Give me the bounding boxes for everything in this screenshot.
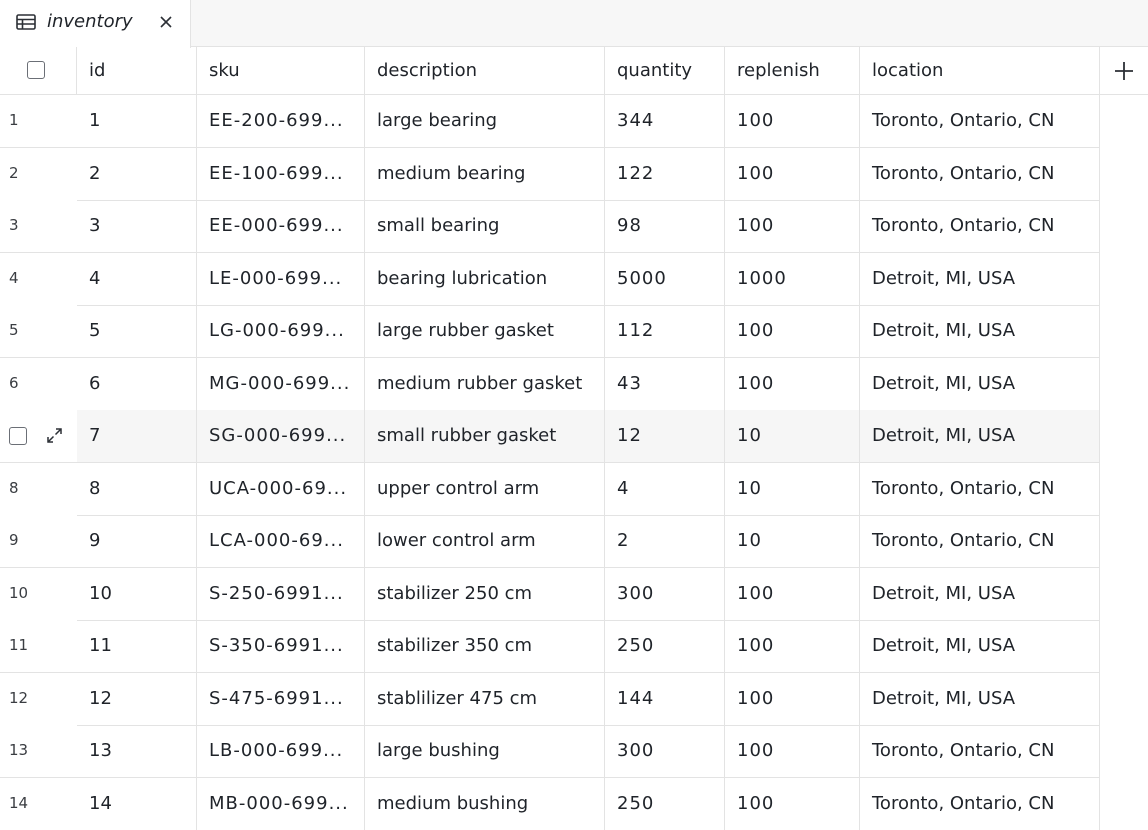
cell-replenish[interactable]: 100 <box>725 200 860 252</box>
cell-sku[interactable]: LG-000-699... <box>197 305 365 357</box>
cell-description[interactable]: large bushing <box>365 725 605 777</box>
cell-id[interactable]: 3 <box>77 200 197 252</box>
row-number-label: 11 <box>9 636 29 654</box>
cell-location[interactable]: Detroit, MI, USA <box>860 568 1100 620</box>
cell-id[interactable]: 10 <box>77 568 197 620</box>
row-number-label: 1 <box>9 111 19 129</box>
row-number-label: 2 <box>9 163 19 182</box>
row-number-label: 3 <box>9 216 19 234</box>
cell-description[interactable]: medium rubber gasket <box>365 358 605 410</box>
cell-replenish[interactable]: 100 <box>725 358 860 410</box>
cell-replenish[interactable]: 100 <box>725 620 860 672</box>
tab-inventory[interactable] <box>0 0 191 48</box>
cell-quantity[interactable]: 5000 <box>605 253 725 305</box>
cell-sku[interactable]: EE-200-699... <box>197 95 365 147</box>
cell-id[interactable]: 13 <box>77 725 197 777</box>
cell-sku[interactable]: LCA-000-69... <box>197 515 365 567</box>
cell-description[interactable]: lower control arm <box>365 515 605 567</box>
cell-location[interactable]: Toronto, Ontario, CN <box>860 95 1100 147</box>
cell-location[interactable]: Toronto, Ontario, CN <box>860 463 1100 515</box>
expand-row-icon[interactable] <box>46 427 63 444</box>
cell-quantity[interactable]: 300 <box>605 725 725 777</box>
cell-quantity[interactable]: 300 <box>605 568 725 620</box>
row-number-label: 13 <box>9 741 29 759</box>
row-number[interactable] <box>0 778 77 830</box>
row-number[interactable] <box>0 673 77 726</box>
select-all-cell <box>0 47 77 95</box>
column-header-id[interactable]: id <box>77 47 197 95</box>
table-row[interactable] <box>0 725 1100 778</box>
cell-sku[interactable]: MG-000-699... <box>197 358 365 410</box>
row-cells <box>77 253 1100 306</box>
row-number-label: 9 <box>9 531 19 549</box>
cell-replenish[interactable]: 10 <box>725 410 860 462</box>
cell-quantity[interactable]: 98 <box>605 200 725 252</box>
grid-header <box>0 47 1148 95</box>
cell-sku[interactable]: MB-000-699... <box>197 778 365 830</box>
cell-location[interactable]: Toronto, Ontario, CN <box>860 200 1100 252</box>
cell-sku[interactable]: LB-000-699... <box>197 725 365 777</box>
row-number[interactable] <box>0 463 77 516</box>
table-row[interactable] <box>0 515 1100 568</box>
cell-id[interactable]: 1 <box>77 95 197 147</box>
cell-replenish[interactable]: 100 <box>725 568 860 620</box>
row-cells <box>77 305 1100 358</box>
row-cells <box>77 148 1100 201</box>
row-number[interactable] <box>0 725 77 778</box>
cell-description[interactable]: small bearing <box>365 200 605 252</box>
column-header-location[interactable]: location <box>860 47 1100 95</box>
row-number[interactable] <box>0 358 77 411</box>
row-cells <box>77 515 1100 568</box>
table-row[interactable] <box>0 200 1100 253</box>
tab-title: inventory <box>47 11 133 32</box>
row-number-label: 8 <box>9 478 19 497</box>
table-row[interactable] <box>0 148 1100 201</box>
row-number[interactable] <box>0 410 77 463</box>
cell-description[interactable]: stabilizer 350 cm <box>365 620 605 672</box>
cell-location[interactable]: Toronto, Ontario, CN <box>860 148 1100 200</box>
cell-id[interactable]: 9 <box>77 515 197 567</box>
table-row[interactable] <box>0 463 1100 516</box>
cell-id[interactable]: 14 <box>77 778 197 830</box>
cell-replenish[interactable]: 10 <box>725 463 860 515</box>
row-cells <box>77 620 1100 673</box>
cell-replenish[interactable]: 10 <box>725 515 860 567</box>
cell-location[interactable]: Detroit, MI, USA <box>860 358 1100 410</box>
row-cells <box>77 778 1100 830</box>
table-row[interactable] <box>0 778 1100 830</box>
cell-description[interactable]: small rubber gasket <box>365 410 605 462</box>
cell-description[interactable]: large bearing <box>365 95 605 147</box>
row-cells <box>77 725 1100 778</box>
cell-replenish[interactable]: 1000 <box>725 253 860 305</box>
cell-description[interactable]: medium bushing <box>365 778 605 830</box>
cell-sku[interactable]: S-475-6991... <box>197 673 365 725</box>
cell-description[interactable]: medium bearing <box>365 148 605 200</box>
cell-id[interactable]: 6 <box>77 358 197 410</box>
column-header-description[interactable]: description <box>365 47 605 95</box>
column-header-sku[interactable]: sku <box>197 47 365 95</box>
table-row[interactable] <box>0 620 1100 673</box>
row-number-label: 12 <box>9 688 29 707</box>
row-number[interactable] <box>0 305 77 358</box>
cell-location[interactable]: Detroit, MI, USA <box>860 253 1100 305</box>
cell-replenish[interactable]: 100 <box>725 148 860 200</box>
row-number-label: 14 <box>9 793 29 812</box>
cell-quantity[interactable]: 12 <box>605 410 725 462</box>
cell-id[interactable]: 7 <box>77 410 197 462</box>
cell-quantity[interactable]: 122 <box>605 148 725 200</box>
select-all-checkbox[interactable] <box>27 61 45 79</box>
row-number[interactable] <box>0 253 77 306</box>
cell-id[interactable]: 12 <box>77 673 197 725</box>
cell-location[interactable]: Detroit, MI, USA <box>860 620 1100 672</box>
row-select-checkbox[interactable] <box>9 427 27 445</box>
cell-id[interactable]: 11 <box>77 620 197 672</box>
add-column-button[interactable] <box>1099 47 1148 95</box>
row-cells <box>77 463 1100 516</box>
cell-sku[interactable]: S-350-6991... <box>197 620 365 672</box>
table-row[interactable] <box>0 305 1100 358</box>
cell-id[interactable]: 2 <box>77 148 197 200</box>
cell-id[interactable]: 5 <box>77 305 197 357</box>
column-header-replenish[interactable]: replenish <box>725 47 860 95</box>
row-cells <box>77 95 1100 148</box>
cell-quantity[interactable]: 250 <box>605 778 725 830</box>
row-number[interactable] <box>0 515 77 568</box>
column-header-quantity[interactable]: quantity <box>605 47 725 95</box>
table-row[interactable] <box>0 410 1100 463</box>
row-cells <box>77 200 1100 253</box>
row-cells <box>77 410 1100 463</box>
cell-description[interactable]: large rubber gasket <box>365 305 605 357</box>
row-number-label: 6 <box>9 373 19 392</box>
cell-location[interactable]: Toronto, Ontario, CN <box>860 515 1100 567</box>
table-row[interactable] <box>0 358 1100 411</box>
cell-description[interactable]: upper control arm <box>365 463 605 515</box>
table-row[interactable] <box>0 95 1100 148</box>
cell-replenish[interactable]: 100 <box>725 725 860 777</box>
cell-quantity[interactable]: 43 <box>605 358 725 410</box>
cell-quantity[interactable]: 112 <box>605 305 725 357</box>
row-cells <box>77 568 1100 621</box>
cell-description[interactable]: stabilizer 250 cm <box>365 568 605 620</box>
cell-description[interactable]: stablilizer 475 cm <box>365 673 605 725</box>
row-number[interactable] <box>0 568 77 621</box>
cell-location[interactable]: Toronto, Ontario, CN <box>860 778 1100 830</box>
close-icon[interactable] <box>156 12 176 32</box>
cell-quantity[interactable]: 344 <box>605 95 725 147</box>
cell-quantity[interactable]: 4 <box>605 463 725 515</box>
cell-description[interactable]: bearing lubrication <box>365 253 605 305</box>
table-icon <box>15 13 37 31</box>
cell-location[interactable]: Detroit, MI, USA <box>860 673 1100 725</box>
row-number[interactable] <box>0 95 77 148</box>
cell-sku[interactable]: EE-100-699... <box>197 148 365 200</box>
cell-sku[interactable]: SG-000-699... <box>197 410 365 462</box>
row-cells <box>77 673 1100 726</box>
row-number[interactable] <box>0 620 77 673</box>
cell-replenish[interactable]: 100 <box>725 778 860 830</box>
table-row[interactable] <box>0 253 1100 306</box>
row-number-label: 10 <box>9 583 29 602</box>
row-number-label: 5 <box>9 321 19 339</box>
table-row[interactable] <box>0 568 1100 621</box>
plus-icon <box>1113 60 1135 82</box>
data-grid <box>0 47 1148 830</box>
cell-replenish[interactable]: 100 <box>725 673 860 725</box>
row-cells <box>77 358 1100 411</box>
cell-sku[interactable]: LE-000-699... <box>197 253 365 305</box>
cell-location[interactable]: Toronto, Ontario, CN <box>860 725 1100 777</box>
cell-id[interactable]: 8 <box>77 463 197 515</box>
tab-bar <box>0 0 1148 47</box>
cell-quantity[interactable]: 144 <box>605 673 725 725</box>
cell-location[interactable]: Detroit, MI, USA <box>860 410 1100 462</box>
cell-replenish[interactable]: 100 <box>725 95 860 147</box>
cell-location[interactable]: Detroit, MI, USA <box>860 305 1100 357</box>
cell-quantity[interactable]: 250 <box>605 620 725 672</box>
table-row[interactable] <box>0 673 1100 726</box>
cell-id[interactable]: 4 <box>77 253 197 305</box>
cell-sku[interactable]: UCA-000-69... <box>197 463 365 515</box>
cell-replenish[interactable]: 100 <box>725 305 860 357</box>
cell-sku[interactable]: EE-000-699... <box>197 200 365 252</box>
row-number[interactable] <box>0 148 77 201</box>
cell-quantity[interactable]: 2 <box>605 515 725 567</box>
row-number-label: 4 <box>9 268 19 287</box>
row-number[interactable] <box>0 200 77 253</box>
cell-sku[interactable]: S-250-6991... <box>197 568 365 620</box>
